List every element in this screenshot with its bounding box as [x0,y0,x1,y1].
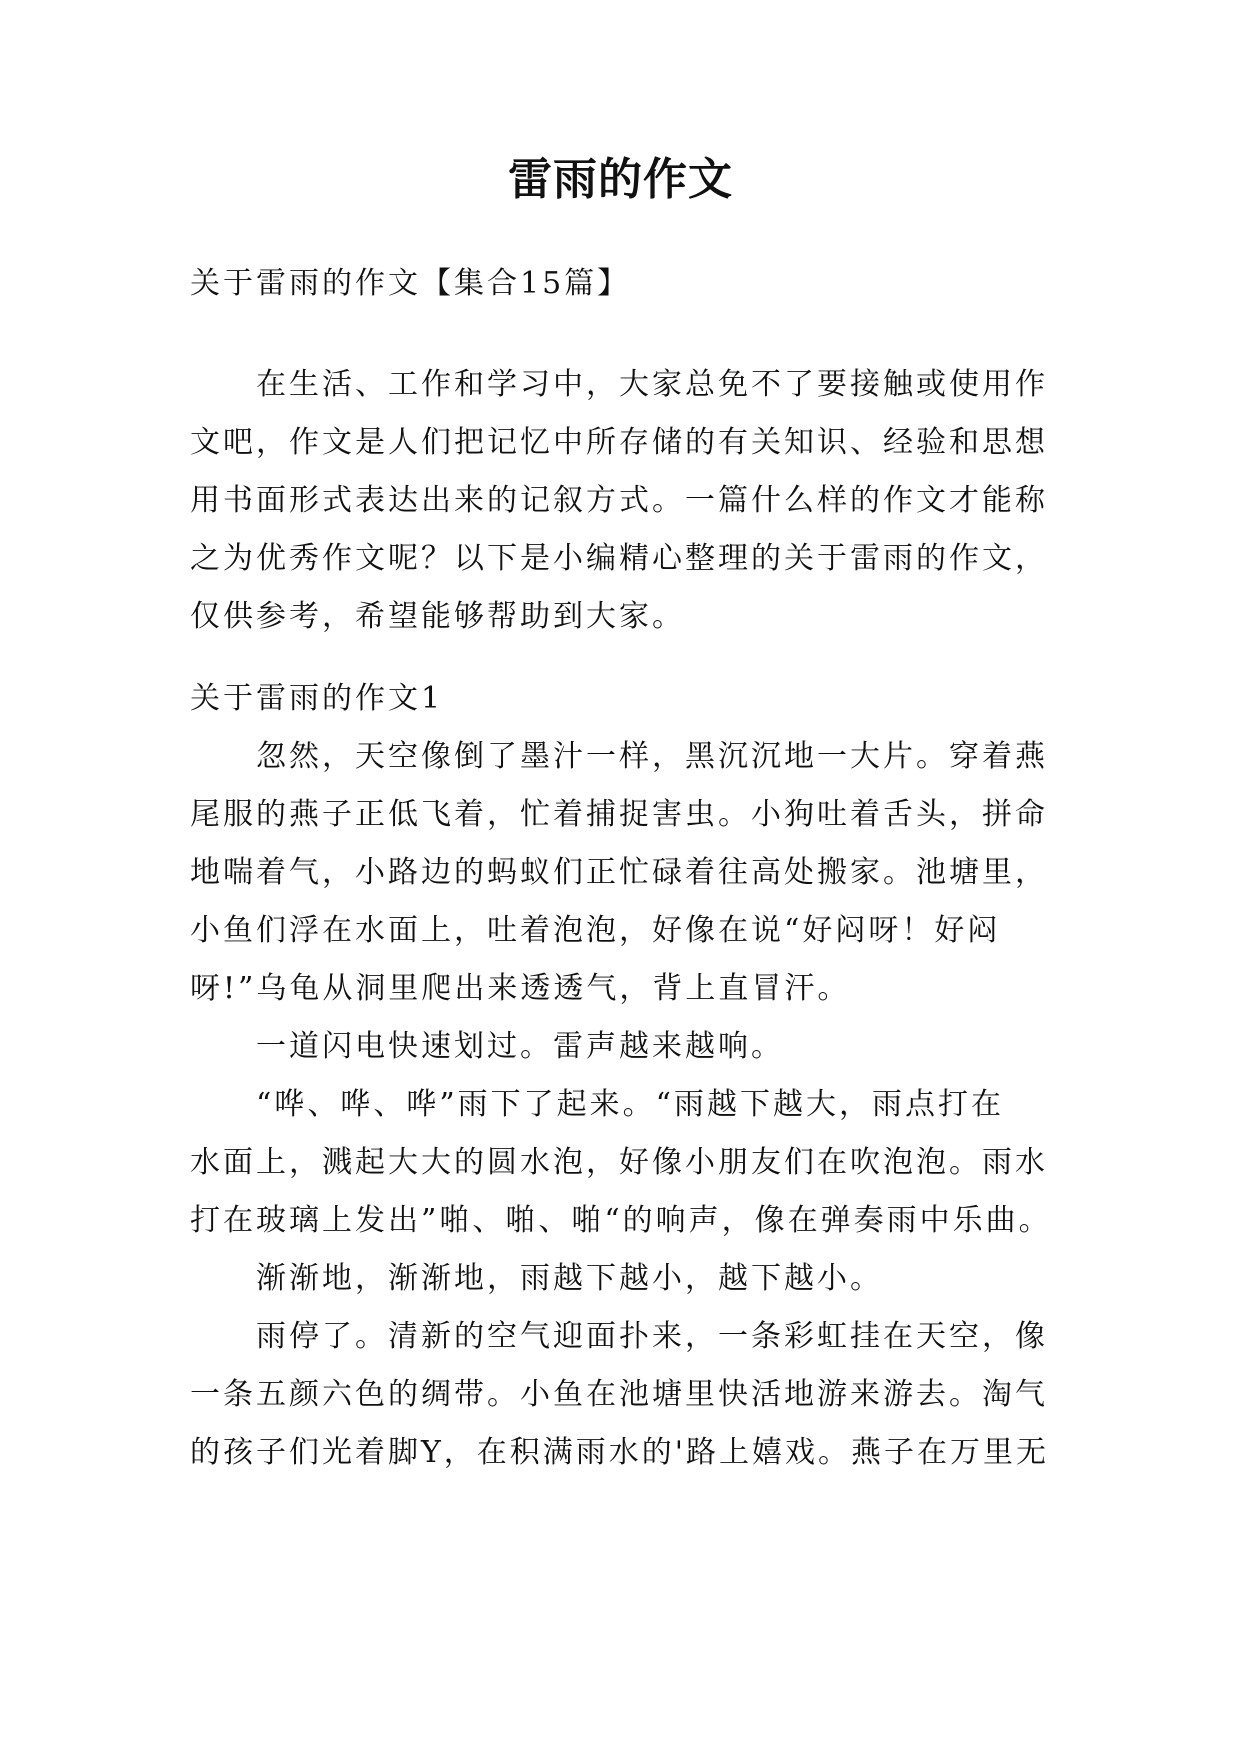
essay-line: 的孩子们光着脚Y，在积满雨水的'路上嬉戏。燕子在万里无 [190,1435,1050,1470]
intro-line: 在生活、工作和学习中，大家总免不了要接触或使用作 [256,367,1048,402]
essay-line: 打在玻璃上发出”啪、啪、啪“的响声，像在弹奏雨中乐曲。 [190,1203,1052,1238]
essay-line: 忽然，天空像倒了墨汁一样，黑沉沉地一大片。穿着燕 [256,739,1048,774]
intro-paragraph [190,356,1060,646]
essay-line: 渐渐地，渐渐地，雨越下越小，越下越小。 [256,1261,883,1296]
essay-line: 水面上，溅起大大的圆水泡，好像小朋友们在吹泡泡。雨水 [190,1145,1048,1180]
essay-line: 地喘着气，小路边的蚂蚁们正忙碌着往高处搬家。池塘里， [190,855,1048,890]
intro-line: 仅供参考，希望能够帮助到大家。 [190,599,685,634]
essay-line: 一条五颜六色的绸带。小鱼在池塘里快活地游来游去。淘气 [190,1377,1048,1412]
intro-line: 文吧，作文是人们把记忆中所存储的有关知识、经验和思想 [190,425,1048,460]
essay-line: 雨停了。清新的空气迎面扑来，一条彩虹挂在天空，像 [256,1319,1048,1354]
essay-line: “哗、哗、哗”雨下了起来。“雨越下越大，雨点打在 [256,1087,1005,1122]
intro-line: 之为优秀作文呢？以下是小编精心整理的关于雷雨的作文， [190,541,1048,576]
document-subtitle: 关于雷雨的作文【集合15篇】 [190,266,631,301]
essay-line: 尾服的燕子正低飞着，忙着捕捉害虫。小狗吐着舌头，拼命 [190,797,1048,832]
essay-line: 一道闪电快速划过。雷声越来越响。 [256,1029,784,1064]
subtitle-block [190,255,1060,313]
essay-section [190,670,1060,1482]
section-heading: 关于雷雨的作文1 [190,681,444,716]
essay-line: 小鱼们浮在水面上，吐着泡泡，好像在说“好闷呀！好闷 [190,913,1001,948]
essay-line: 呀!”乌龟从洞里爬出来透透气，背上直冒汗。 [190,971,851,1006]
intro-line: 用书面形式表达出来的记叙方式。一篇什么样的作文才能称 [190,483,1048,518]
document-title: 雷雨的作文 [508,154,733,205]
